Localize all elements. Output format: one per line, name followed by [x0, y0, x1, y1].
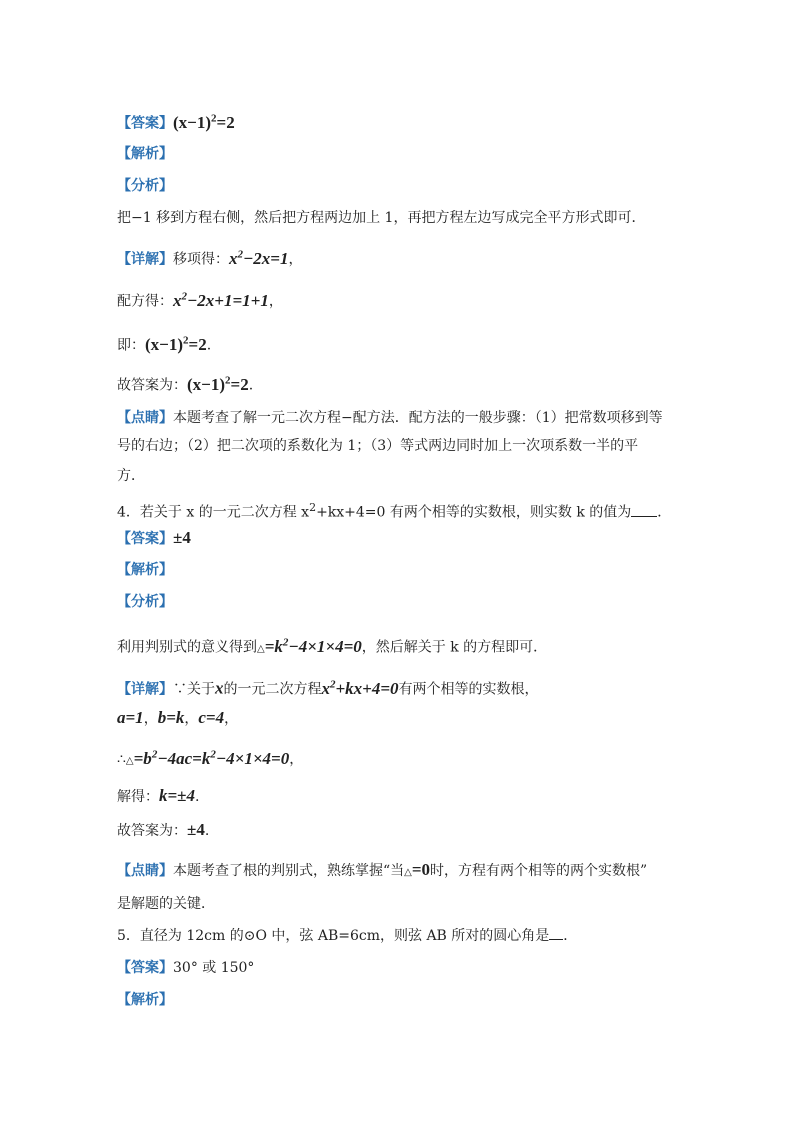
fenxi-tag: 【分析】 [117, 178, 173, 194]
peifang-math: $x^2-2x+1=1+1$ [173, 290, 269, 310]
q5-question: 5．直径为 12cm 的⊙O 中，弦 AB=6cm，则弦 AB 所对的圆心角是 ． [117, 928, 578, 944]
q4-delta-line: $\therefore\triangle=b^2-4ac=k^2-4\times 1\times 4=0$， [117, 748, 304, 768]
q3-ji-line: 即：$(x-1)^2=2$. [117, 334, 212, 354]
fenxi-tag: 【分析】 [117, 594, 173, 610]
q4-comment-line-1: 【点睛】本题考查了根的判别式，熟练掌握“当△=0时，方程有两个相等的两个实数根” [117, 860, 648, 879]
q4-coefficients-line: a=1，b=k，c=4， [117, 708, 239, 727]
analysis-tag: 【解析】 [117, 992, 173, 1008]
answer-tag: 【答案】 [117, 531, 173, 547]
analysis-tag: 【解析】 [117, 146, 173, 162]
answer-text: 30° 或 150° [173, 960, 255, 976]
exponent: 2 [211, 112, 217, 124]
q3-analysis-tag-line [117, 144, 173, 164]
detail-math: $x^2-2x=1$ [229, 248, 289, 268]
q3-fenxi-tag-line [117, 176, 173, 196]
answer-blank [631, 516, 657, 517]
q4-analysis-tag-line [117, 560, 173, 580]
jie-math: k=±4 [159, 786, 196, 805]
q3-answer-line [117, 108, 235, 134]
q3-comment-line-1: 【点睛】本题考查了解一元二次方程−配方法．配方法的一般步骤：（1）把常数项移到等 [117, 410, 663, 426]
q5-answer-line [117, 958, 254, 978]
coef-a: a=1 [117, 708, 144, 727]
q3-final-line: 故答案为：$(x-1)^2=2$. [117, 374, 254, 394]
answer-blank [549, 939, 563, 940]
detail-math: $x^2+kx+4=0$ [321, 678, 399, 698]
ji-math: $(x-1)^2=2$ [145, 334, 207, 354]
q4-fenxi-tag-line [117, 592, 173, 612]
delta-symbol: △ [404, 867, 412, 878]
q3-comment-line-3: 方． [117, 468, 145, 484]
comment-tag: 【点睛】 [117, 410, 173, 426]
coef-c: c=4 [198, 708, 225, 727]
q3-comment-line-2: 号的右边；（2）把二次项的系数化为 1；（3）等式两边同时加上一次项系数一半的平 [117, 438, 639, 454]
q4-question: 4．若关于 x 的一元二次方程 $x^2+kx+4=0$ 有两个相等的实数根，则实数 k 的值为 ． [117, 501, 672, 521]
delta-math: $=b^2-4ac=k^2-4\times 1\times 4=0$ [133, 748, 290, 768]
q4-fenxi-text: 利用判别式的意义得到$\triangle=k^2-4\times 1\times 4=0$，然后解关于 k 的方程即可． [117, 636, 548, 656]
answer-math: $(x-1)^2=2$ [173, 112, 235, 132]
q3-peifang-line: 配方得：$x^2-2x+1=1+1$， [117, 290, 283, 310]
fenxi-math: $=k^2-4\times 1\times 4=0$ [264, 636, 362, 656]
answer-tag: 【答案】 [117, 115, 173, 132]
q4-jie-line: 解得：k=±4. [117, 786, 200, 805]
q5-analysis-tag-line [117, 990, 173, 1010]
delta-symbol: △ [125, 755, 134, 767]
q3-fenxi-text: 把−1 移到方程右侧，然后把方程两边加上 1，再把方程左边写成完全平方形式即可． [117, 210, 646, 226]
answer-tag: 【答案】 [117, 960, 173, 976]
detail-tag: 【详解】 [117, 251, 173, 268]
answer-math: ±4 [173, 528, 191, 547]
q4-comment-line-2: 是解题的关键． [117, 896, 215, 912]
analysis-tag: 【解析】 [117, 562, 173, 578]
final-math: $(x-1)^2=2$ [187, 374, 249, 394]
detail-tag: 【详解】 [117, 681, 173, 698]
coef-b: b=k [157, 708, 185, 727]
final-math: ±4 [187, 820, 205, 839]
q4-answer-line [117, 528, 191, 549]
q4-detail-line: 【详解】∵关于x的一元二次方程$x^2+kx+4=0$有两个相等的实数根， [117, 678, 539, 698]
comment-tag: 【点睛】 [117, 863, 173, 879]
q4-final-line: 故答案为：±4. [117, 820, 210, 839]
delta-symbol: △ [257, 643, 265, 655]
q3-detail-line: 【详解】移项得：$x^2-2x=1$， [117, 248, 303, 268]
